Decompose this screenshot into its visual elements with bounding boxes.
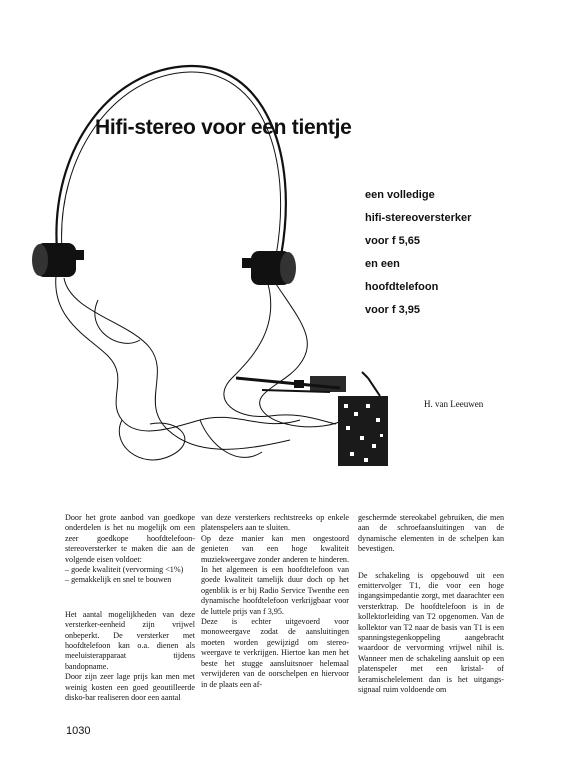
article-author: H. van Leeuwen [424,399,484,409]
amplifier-board-icon [236,372,388,466]
subtitle-line: hifi-stereoversterker [365,212,472,224]
paragraph: Op deze manier kan men ongestoord genieten van een hoge kwaliteit muziekweergave zonder anderen te hinderen. In het algemeen is een hoofdtelefoon van goede kwaliteit tamelijk duur doch op het ogenblik is er bij Radio Service Twenthe een dynamische hoofdtelefoon verkrijgbaar voor de luttele prijs van f 3,95. [201,533,349,616]
paragraph: geschermde stereokabel gebruiken, die men aan de schroefaansluitingen van de dynamische elementen in de schelpen kan bevestigen. [358,513,504,554]
subtitle-line: voor f 5,65 [365,235,421,247]
paragraph: Door zijn zeer lage prijs kan men met weinig kosten een goed geoutilleerde disko-bar realiseren door een aantal [65,672,195,703]
subtitle-line: een volledige [365,189,435,201]
list-item: – gemakkelijk en snel te bouwen [65,575,172,585]
text-column-1 [65,513,195,704]
left-earpiece-icon [32,243,84,277]
article-title: Hifi-stereo voor een tientje [95,116,352,139]
paragraph: Het aantal mogelijkheden van deze versterker-eenheid zijn vrijwel onbeperkt. De versterker met hoofdtelefoon kan o.a. dienen als meeluisterapparaat tijdens bandopname. [65,609,195,671]
text-column-2 [201,513,349,690]
paragraph: Deze is echter uitgevoerd voor monoweergave zodat de aansluitingen moeten worden gewijzigd om stereo-weergave te verkrijgen. Hiertoe kan men het beste het stugge aansluitsnoer helemaal verwijderen van de oorschelpen en hiervoor in de plaats een af- [201,617,349,689]
subtitle-line: voor f 3,95 [365,304,421,316]
paragraph: De schakeling is opgebouwd uit een emittervolger T1, die voor een hoge ingangsimpedantie zorgt, met daarachter een versterktrap. De hoofdtelefoon is in de kollektorleiding van T2 opgenomen. Van de kollektor van T2 naar de basis van T1 is een spanningstegenkoppeling aangebracht waardoor de vervorming vrijwel nihil is. Wanneer men de schakeling aansluit op een platenspeler met een kristal- of keramischelelement dan is het uitgangs-signaal ruim voldoende om [358,570,504,695]
paragraph: van deze versterkers rechtstreeks op enkele platenspelers aan te sluiten. [201,513,349,533]
page-number: 1030 [66,725,91,737]
paragraph: Door het grote aanbod van goedkope onderdelen is het nu mogelijk om een zeer goedkope hoofdtelefoon-stereoversterker te maken die aan de volgende eisen voldoet: [65,513,195,564]
article-subtitle [365,184,545,322]
subtitle-line: en een [365,258,400,270]
list-item: – goede kwaliteit (vervorming <1%) [65,565,184,575]
text-column-3 [358,513,504,696]
subtitle-line: hoofdtelefoon [365,281,439,293]
right-earpiece-icon [242,251,296,285]
